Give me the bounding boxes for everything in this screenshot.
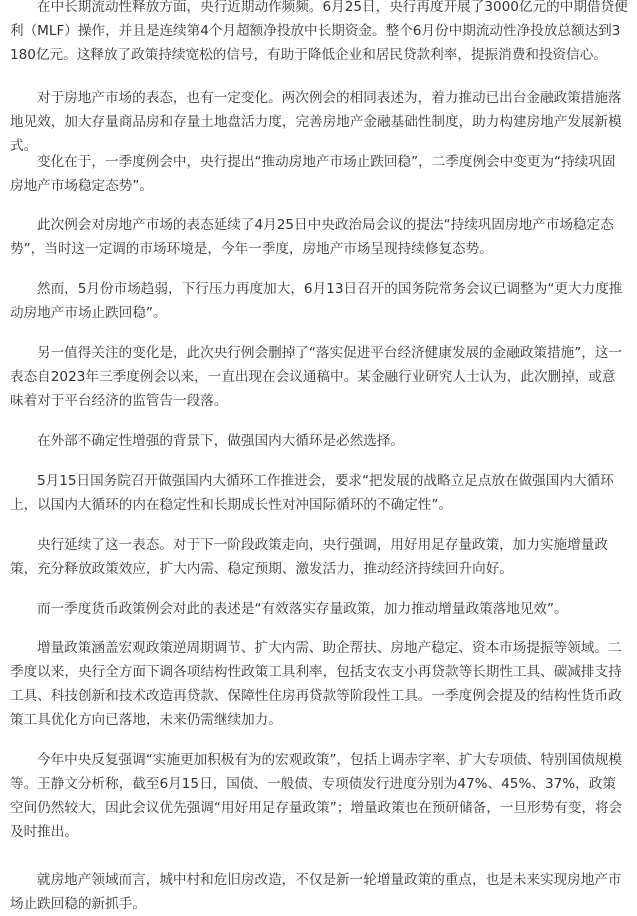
paragraph-domestic-cycle: 在外部不确定性增强的背景下，做强国内大循环是必然选择。 [37,433,405,449]
paragraph-incremental-policy: 增量政策涵盖宏观政策逆周期调节、扩大内需、助企帮扶、房地产稳定、资本市场提振等领域。二季度以来，央行全方面下调各项结构性政策工具利率，包括支农支小再贷款等长期性工具、碳减排支持工具、科技创新和技术改造再贷款、保障性住房再贷款等阶段性工具。一季度例会提及的结构性货币政策工具优化方向已落地，未来仍需继续加力。 [10,640,622,728]
paragraph-q1-wording: 而一季度货币政策例会对此的表述是“有效落实存量政策，加力推动增量政策落地见效”。 [37,601,568,617]
paragraph-platform-economy: 另一值得关注的变化是，此次央行例会删掉了“落实促进平台经济健康发展的金融政策措施”，这一表态自2023年三季度例会以来，一直出现在会议通稿中。某金融行业研究人士认为，此次删掉，或意味着对于平台经济的监管告一段落。 [10,345,623,409]
paragraph-fiscal-progress: 今年中央反复强调“实施更加积极有为的宏观政策”，包括上调赤字率、扩大专项债、特别国债规模等。王静文分析称，截至6月15日，国债、一般债、专项债发行进度分别为47%、45%、37%，政策空间仍然较大，因此会议优先强调“用好用足存量政策”；增量政策也在预研储备，一旦形势有变，将会及时推出。 [10,752,623,840]
paragraph-real-estate-stance: 对于房地产市场的表态，也有一定变化。两次例会的相同表述为，着力推动已出台金融政策措施落地见效，加大存量商品房和存量土地盘活力度，完善房地产金融基础性制度，助力构建房地产发展新模式。 [10,90,622,154]
paragraph-politburo-wording: 此次例会对房地产市场的表态延续了4月25日中央政治局会议的提法“持续巩固房地产市场稳定态势”，当时这一定调的市场环境是，今年一季度，房地产市场呈现持续修复态势。 [10,217,614,257]
paragraph-urban-renewal: 就房地产领域而言，城中村和危旧房改造，不仅是新一轮增量政策的重点，也是未来实现房地产市场止跌回稳的新抓手。 [10,872,622,912]
paragraph-stance-change: 变化在于，一季度例会中，央行提出“推动房地产市场止跌回稳”，二季度例会中变更为“持续巩固房地产市场稳定态势”。 [10,154,616,194]
paragraph-may-market: 然而，5月份市场趋弱，下行压力再度加大，6月13日召开的国务院常务会议已调整为“更大力度推动房地产市场止跌回稳”。 [10,281,623,321]
paragraph-state-council-meeting: 5月15日国务院召开做强国内大循环工作推进会，要求“把发展的战略立足点放在做强国内大循环上，以国内大循环的内在稳定性和长期成长性对冲国际循环的不确定性”。 [10,473,614,513]
paragraph-mlf-liquidity: 在中长期流动性释放方面，央行近期动作频频。6月25日，央行再度开展了3000亿元的中期借贷便利（MLF）操作，并且是连续第4个月超额净投放中长期资金。整个6月份中期流动性净投放总额达到3180亿元。这释放了政策持续宽松的信号，有助于降低企业和居民贷款利率，提振消费和投资信心。 [10,0,628,63]
paragraph-policy-direction: 央行延续了这一表态。对于下一阶段政策走向，央行强调，用好用足存量政策，加力实施增量政策，充分释放政策效应，扩大内需、稳定预期、激发活力，推动经济持续回升向好。 [10,537,608,577]
